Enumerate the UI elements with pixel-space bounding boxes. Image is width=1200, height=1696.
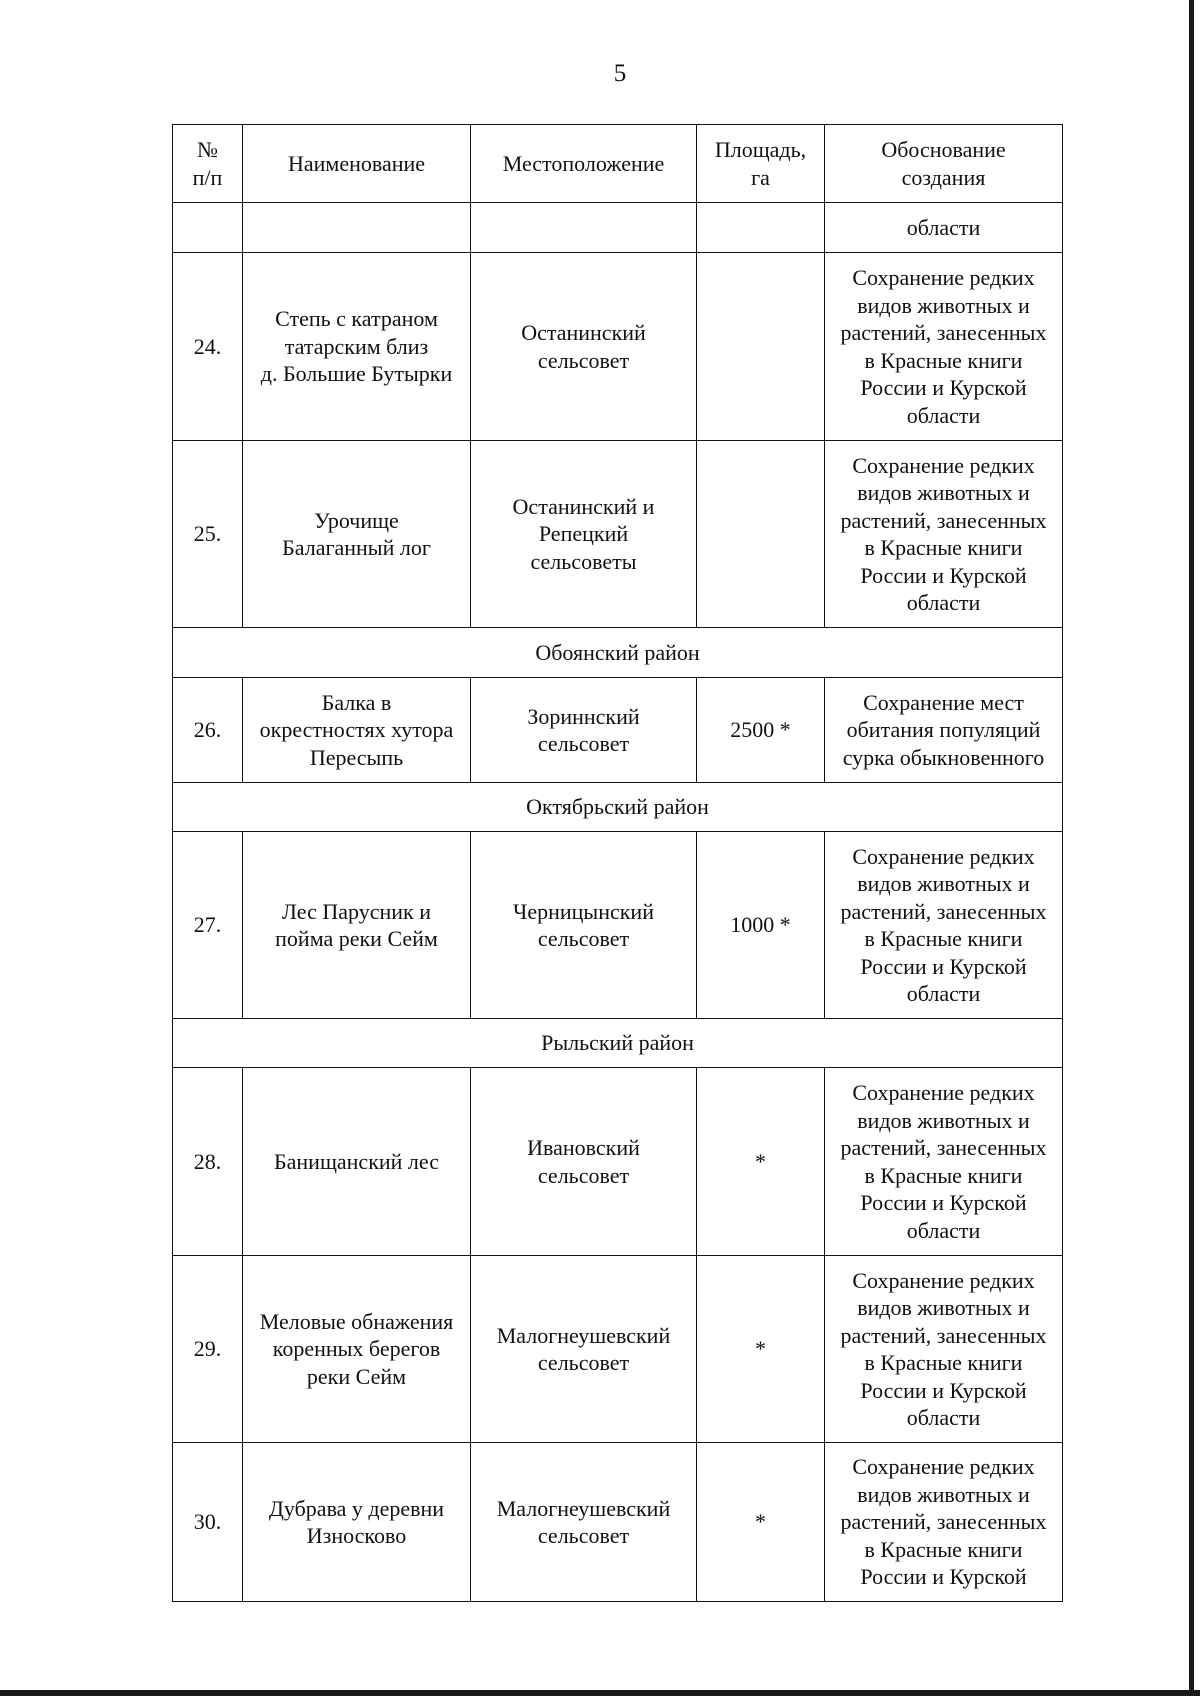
row-location-line: Черницынский — [513, 898, 654, 924]
row-reason-line: Сохранение редких — [852, 265, 1035, 290]
row-name-line: Пересыпь — [309, 744, 404, 770]
row-reason — [825, 1068, 1063, 1256]
section-row — [173, 1019, 1063, 1068]
row-name — [243, 253, 471, 441]
row-name-line: Износково — [306, 1523, 407, 1548]
row-number: 25. — [173, 441, 243, 628]
section-title: Обоянский район — [173, 628, 1063, 678]
row-reason-line: Сохранение мест — [863, 689, 1024, 715]
row-number: 30. — [173, 1443, 243, 1602]
row-name-line: Дубрава у деревни — [268, 1495, 445, 1521]
row-name-line: Балка в — [321, 689, 392, 715]
row-reason-line: видов животных и — [857, 480, 1030, 505]
row-area — [697, 253, 825, 441]
header-location: Местоположение — [471, 125, 697, 203]
carryover-num — [173, 203, 243, 253]
row-reason — [825, 832, 1063, 1019]
row-reason-line: растений, занесенных — [840, 507, 1047, 533]
header-number-line-2: п/п — [192, 164, 223, 190]
row-location-line: сельсовет — [537, 1523, 630, 1548]
row-reason-line: области — [906, 590, 981, 615]
row-area: 2500 * — [697, 678, 825, 783]
row-reason-line: растений, занесенных — [840, 1322, 1047, 1348]
row-reason-line: в Красные книги — [864, 1162, 1023, 1188]
row-reason-line: области — [906, 981, 981, 1006]
page-number: 5 — [613, 60, 627, 87]
row-name-line: Степь с катраном — [275, 306, 438, 332]
header-name: Наименование — [243, 125, 471, 203]
row-location-line: сельсовет — [537, 1350, 630, 1375]
row-reason-line: в Красные книги — [864, 1536, 1023, 1562]
header-area-line-2: га — [751, 164, 770, 190]
section-row — [173, 628, 1063, 678]
row-location-line: Репецкий — [538, 521, 629, 547]
row-area: * — [697, 1256, 825, 1443]
header-number-line-1: № — [197, 137, 218, 162]
row-number: 26. — [173, 678, 243, 783]
row-reason-line: России и Курской — [860, 1377, 1027, 1403]
row-location-line: Зориннский — [527, 703, 640, 729]
row-reason-line: видов животных и — [857, 871, 1030, 896]
row-name-line: Лес Парусник и — [282, 898, 431, 924]
row-reason-line: в Красные книги — [864, 926, 1023, 951]
row-area: 1000 * — [697, 832, 825, 1019]
row-reason-line: Сохранение редких — [852, 843, 1035, 869]
protected-areas-table — [172, 124, 1063, 1602]
row-location-line: Останинский и — [512, 493, 655, 519]
row-reason-line: России и Курской — [860, 1564, 1027, 1590]
row-reason-line: обитания популяций — [846, 717, 1041, 743]
row-name — [243, 678, 471, 783]
row-name-line: Банищанский лес — [274, 1148, 439, 1174]
row-location-line: Малогнеушевский — [496, 1495, 671, 1521]
header-reason-line-2: создания — [901, 164, 986, 190]
row-reason-line: области — [906, 1217, 981, 1243]
row-location-line: Ивановский — [527, 1135, 640, 1160]
row-name-line: пойма реки Сейм — [275, 926, 438, 951]
row-location-line: сельсовет — [537, 731, 630, 756]
section-title: Рыльский район — [173, 1019, 1063, 1068]
row-location — [471, 1068, 697, 1256]
table-row-carryover — [173, 203, 1063, 253]
row-number: 27. — [173, 832, 243, 1019]
row-reason-line: России и Курской — [860, 562, 1027, 588]
row-reason — [825, 253, 1063, 441]
row-location-line: Малогнеушевский — [496, 1322, 671, 1348]
row-number: 29. — [173, 1256, 243, 1443]
row-location — [471, 678, 697, 783]
row-name — [243, 1068, 471, 1256]
scan-border-bottom — [0, 1690, 1200, 1696]
row-reason-line: в Красные книги — [864, 1350, 1023, 1375]
row-name — [243, 1256, 471, 1443]
row-name — [243, 832, 471, 1019]
row-location-line: Останинский — [521, 320, 646, 345]
table-row — [173, 253, 1063, 441]
row-reason-line: Сохранение редких — [852, 1454, 1035, 1480]
row-name-line: татарским близ — [284, 333, 429, 359]
row-name-line: коренных берегов — [272, 1336, 441, 1362]
table-body — [173, 203, 1063, 1602]
row-name-line: Балаганный лог — [282, 535, 431, 560]
row-reason-line: видов животных и — [857, 1107, 1030, 1133]
row-number: 28. — [173, 1068, 243, 1256]
row-reason — [825, 1256, 1063, 1443]
row-number: 24. — [173, 253, 243, 441]
row-reason-line: России и Курской — [860, 1190, 1027, 1215]
scan-border-right — [1189, 0, 1194, 1696]
table-header-row — [173, 125, 1063, 203]
row-reason-line: видов животных и — [857, 292, 1030, 318]
row-reason-line: Сохранение редких — [852, 1267, 1035, 1293]
carryover-location — [471, 203, 697, 253]
table-row — [173, 1068, 1063, 1256]
row-location — [471, 441, 697, 628]
row-location-line: сельсовет — [537, 1162, 630, 1188]
table-row — [173, 441, 1063, 628]
row-location — [471, 1443, 697, 1602]
row-name-line: окрестностях хутора — [259, 717, 454, 743]
row-reason-line: растений, занесенных — [840, 1509, 1047, 1535]
row-reason-line: видов животных и — [857, 1295, 1030, 1320]
row-reason-line: растений, занесенных — [840, 898, 1047, 924]
row-reason-line: Сохранение редких — [852, 1080, 1035, 1105]
header-area — [697, 125, 825, 203]
row-reason-line: России и Курской — [860, 375, 1027, 400]
header-reason-line-1: Обоснование — [881, 137, 1006, 162]
row-area — [697, 441, 825, 628]
header-area-line-1: Площадь, — [714, 137, 807, 162]
row-reason — [825, 678, 1063, 783]
section-row — [173, 783, 1063, 832]
row-reason-line: растений, занесенных — [840, 1135, 1047, 1160]
row-name-line: Урочище — [314, 507, 399, 533]
carryover-name — [243, 203, 471, 253]
row-reason — [825, 441, 1063, 628]
row-reason-line: растений, занесенных — [840, 320, 1047, 345]
row-area: * — [697, 1068, 825, 1256]
row-location — [471, 1256, 697, 1443]
row-name-line: д. Большие Бутырки — [260, 361, 453, 387]
carryover-reason: области — [825, 203, 1063, 253]
row-reason-line: России и Курской — [860, 953, 1027, 979]
row-reason-line: области — [906, 1405, 981, 1430]
table-row — [173, 1256, 1063, 1443]
row-location — [471, 253, 697, 441]
row-reason-line: в Красные книги — [864, 535, 1023, 560]
row-location — [471, 832, 697, 1019]
header-reason — [825, 125, 1063, 203]
row-reason-line: видов животных и — [857, 1481, 1030, 1507]
header-number — [173, 125, 243, 203]
row-reason-line: сурка обыкновенного — [842, 744, 1045, 770]
table-row — [173, 678, 1063, 783]
row-reason — [825, 1443, 1063, 1602]
row-reason-line: области — [906, 402, 981, 428]
row-name — [243, 441, 471, 628]
row-name-line: реки Сейм — [306, 1363, 407, 1389]
row-reason-line: в Красные книги — [864, 347, 1023, 373]
row-name-line: Меловые обнажения — [259, 1308, 454, 1334]
table-row — [173, 832, 1063, 1019]
carryover-area — [697, 203, 825, 253]
row-area: * — [697, 1443, 825, 1602]
row-location-line: сельсоветы — [530, 548, 637, 574]
section-title: Октябрьский район — [173, 783, 1063, 832]
row-name — [243, 1443, 471, 1602]
row-location-line: сельсовет — [537, 926, 630, 951]
row-reason-line: Сохранение редких — [852, 452, 1035, 478]
table-row — [173, 1443, 1063, 1602]
row-location-line: сельсовет — [537, 347, 630, 373]
